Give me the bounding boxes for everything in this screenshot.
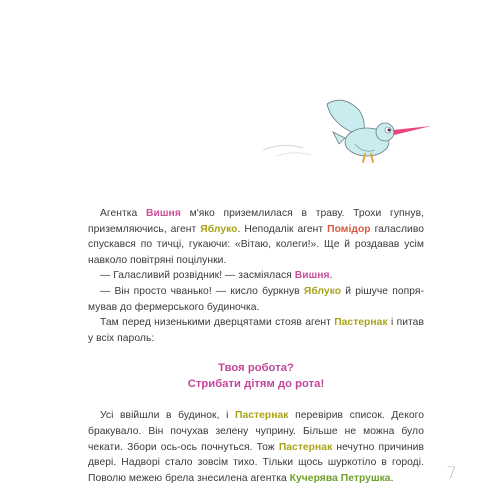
paragraph-5 [88,408,424,486]
text-segment: — Галасливий розвідник! — засміялася [100,270,295,282]
character-name-pomidor: Помідор [327,223,371,235]
text-segment: . [329,270,333,282]
motto-line-2: Стрибати дітям до рота! [187,378,325,391]
character-name-pasternak: Пастернак [278,441,333,453]
character-name-yabluko: Яблуко [200,223,238,235]
paragraph-1 [88,206,424,268]
text-segment: — Він просто чванько! — кисло буркнув [100,285,304,297]
text-segment: перевірив список. Декого бракувало. Він почухав зелену чуприну. Більше не можна було чекати. Збори ось-ось почнуться. Тож [88,410,424,453]
text-segment: нечутно причинив двері. Надворі стало зовсім тихо. Тільки щось шуркотіло в городі. Поволю межею брела знесилена агентка [88,441,424,484]
paragraph-2 [88,268,424,284]
paragraph-3 [88,284,424,315]
paragraph-4 [88,315,424,346]
story-text [88,206,424,486]
character-name-yabluko: Яблуко [303,285,342,297]
text-segment: Агентка [100,208,147,219]
text-segment: й рішуче попрямував до фермерського будиночка. [88,285,424,313]
character-name-vyshnia: Вишня [146,208,181,219]
password-motto [88,360,424,392]
character-name-petrushka: Кучерява Петрушка [289,472,391,484]
character-name-pasternak: Пастернак [334,317,388,329]
text-segment: . Неподалік агент [237,223,328,235]
character-name-vyshnia: Вишня [294,270,330,282]
text-segment: Там перед низенькими дверцятами стояв агент [100,317,335,329]
motto-line-1: Твоя робота? [218,362,294,375]
text-segment: м'яко приземлилася в траву. Трохи гупнув, приземляючись, агент [88,208,425,235]
flying-bird-icon [255,92,445,172]
text-segment: галасливо спускався по тичці, гукаючи: «Вітаю, колеги!». Ще й роздавав усім навколо повітряні поцілунки. [88,223,424,266]
character-name-pasternak: Пастернак [235,410,289,422]
motion-line-icon [277,153,311,156]
motion-line-icon [263,145,303,150]
text-segment: і питав у всіх пароль: [88,317,424,344]
text-segment: Усі ввійшли в будинок, і [100,410,236,422]
page-number: 7 [446,464,457,484]
text-segment: . [390,472,394,484]
